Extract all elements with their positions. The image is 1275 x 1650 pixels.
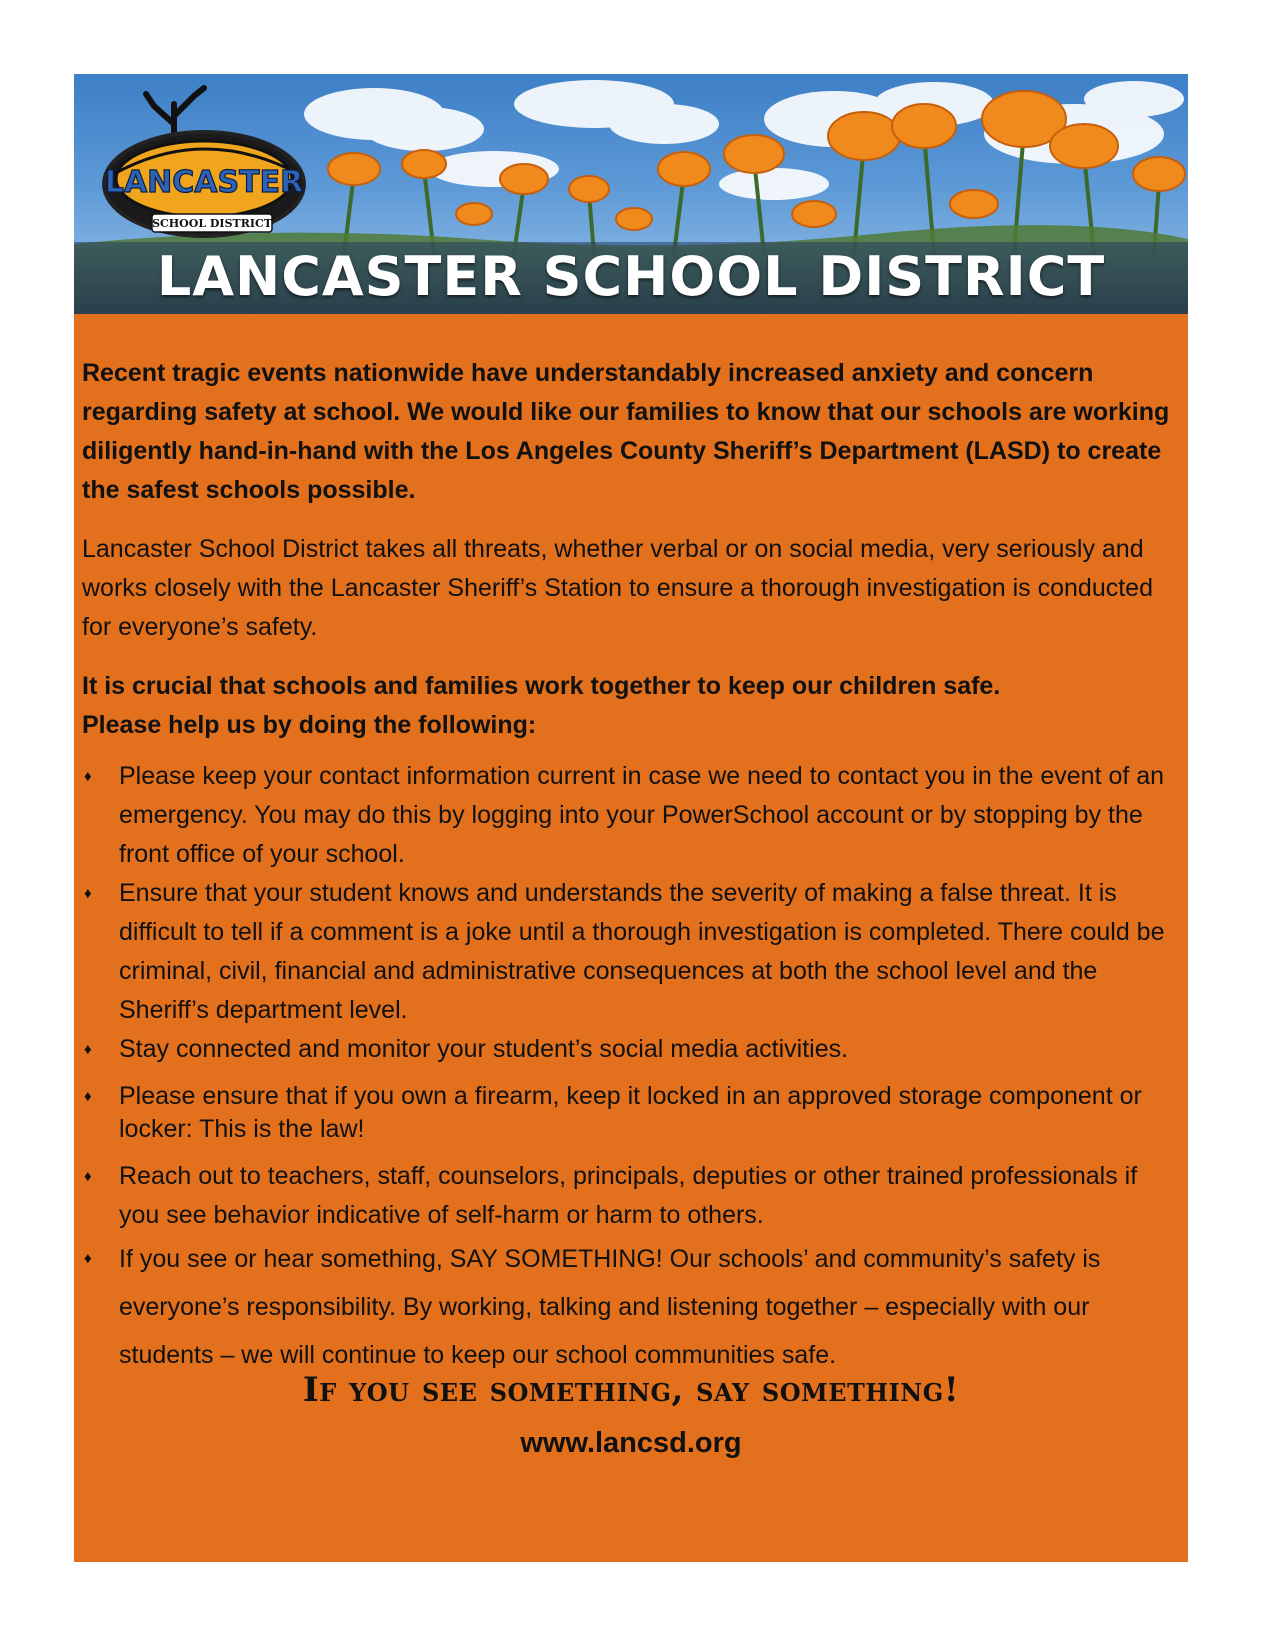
diamond-bullet-icon: ♦: [84, 1250, 92, 1267]
call-to-action-line2: Please help us by doing the following:: [82, 711, 537, 739]
list-item-text: Stay connected and monitor your student’s social media activities.: [119, 1035, 849, 1063]
call-to-action: [82, 667, 1182, 745]
list-item-text: Please keep your contact information current in case we need to contact you in the event of an emergency. You may do this by logging into your PowerSchool account or by stopping by the front office of your school.: [119, 762, 1165, 868]
diamond-bullet-icon: ♦: [84, 885, 92, 902]
logo-text: LANCASTER: [104, 165, 304, 200]
flyer: [74, 74, 1188, 1562]
list-item: [82, 1080, 1182, 1146]
diamond-bullet-icon: ♦: [84, 768, 92, 785]
slogan: If you see something, say something!: [302, 1370, 960, 1410]
body-content: [82, 354, 1182, 1379]
district-logo: [94, 84, 324, 244]
threat-policy-paragraph: Lancaster School District takes all threats, whether verbal or on social media, very seriously and works closely with the Lancaster Sheriff’s Station to ensure a thorough investigation is conducted for everyone’s safety.: [82, 535, 1153, 641]
list-item-text: Please ensure that if you own a firearm, keep it locked in an approved storage component or locker: This is the law!: [119, 1082, 1142, 1143]
lancaster-logo-graphic: [94, 84, 324, 244]
diamond-bullet-icon: ♦: [84, 1041, 92, 1058]
safety-tips-list: [82, 757, 1182, 1379]
header-banner: [74, 74, 1188, 314]
logo-subtext: SCHOOL DISTRICT: [152, 217, 272, 230]
call-to-action-line1: It is crucial that schools and families work together to keep our children safe.: [82, 672, 1001, 700]
list-item: [82, 874, 1182, 1030]
website-link[interactable]: www.lancsd.org: [520, 1427, 742, 1459]
diamond-bullet-icon: ♦: [84, 1088, 92, 1105]
banner-title: LANCASTER SCHOOL DISTRICT: [156, 245, 1106, 308]
list-item: [82, 1030, 1182, 1069]
list-item-text: Ensure that your student knows and understands the severity of making a false threat. It is difficult to tell if a comment is a joke until a thorough investigation is completed. There could be criminal, civil, financial and administrative consequences at both the school level and the Sheriff’s department level.: [119, 879, 1165, 1024]
diamond-bullet-icon: ♦: [84, 1168, 92, 1185]
intro-paragraph: Recent tragic events nationwide have understandably increased anxiety and concern regarding safety at school. We would like our families to know that our schools are working diligently hand-in-hand with the Los Angeles County Sheriff’s Department (LASD) to create the safest schools possible.: [82, 359, 1170, 504]
list-item: [82, 1157, 1182, 1235]
list-item: [82, 1235, 1182, 1379]
list-item: [82, 757, 1182, 874]
list-item-text: Reach out to teachers, staff, counselors, principals, deputies or other trained professionals if you see behavior indicative of self-harm or harm to others.: [119, 1162, 1138, 1229]
list-item-text: If you see or hear something, SAY SOMETHING! Our schools’ and community’s safety is everyone’s responsibility. By working, talking and listening together – especially with our students – we will continue to keep our school communities safe.: [119, 1245, 1101, 1369]
